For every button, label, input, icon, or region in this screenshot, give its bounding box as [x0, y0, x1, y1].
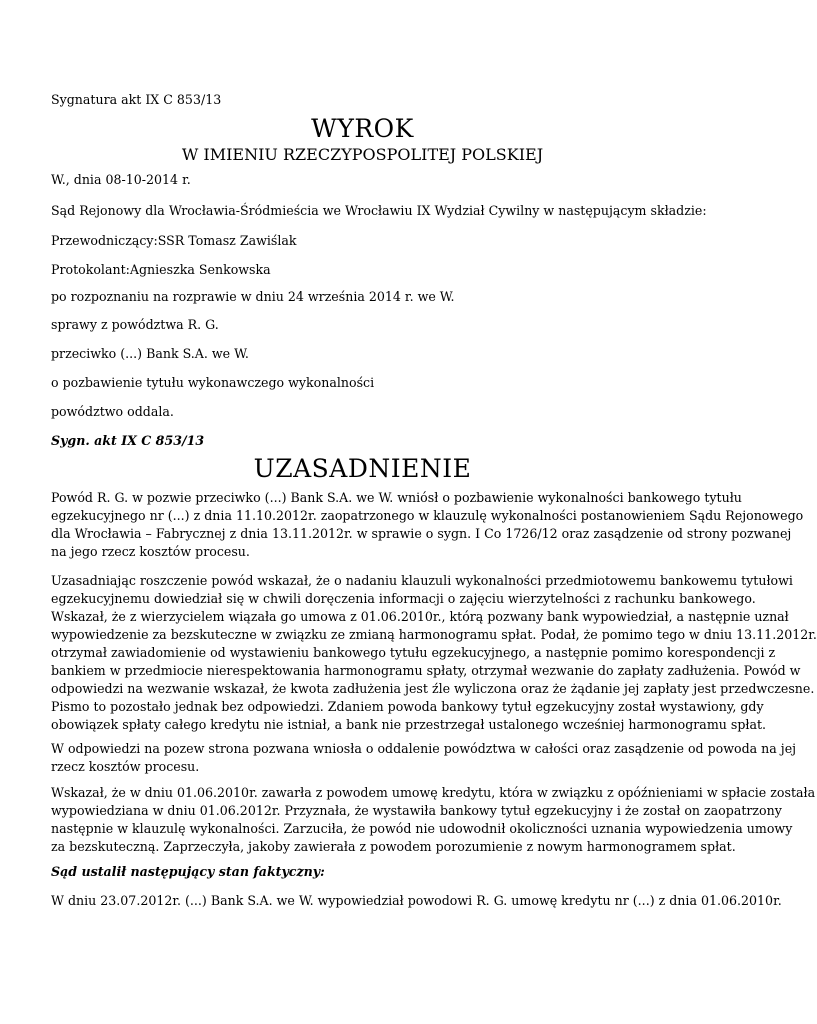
page-subtitle: W IMIENIU RZECZYPOSPOLITEJ POLSKIEJ	[181, 145, 544, 164]
chair-line: Przewodniczący:SSR Tomasz Zawiślak	[51, 233, 297, 248]
date-line: W., dnia 08-10-2014 r.	[51, 172, 191, 187]
paragraph-1	[51, 489, 804, 561]
court-line: Sąd Rejonowy dla Wrocławia-Śródmieścia we Wrocławiu IX Wydział Cywilny w następującym składzie:	[51, 203, 707, 218]
facts-heading: Sąd ustalił następujący stan faktyczny:	[51, 864, 325, 879]
case-signature: Sygnatura akt IX C 853/13	[51, 92, 222, 107]
paragraph-line: obowiązek spłaty całego kredytu nie istniał, a bank nie przestrzegał ustalonego wcześniej harmonogramu spłat.	[51, 717, 767, 732]
ruling-line: powództwo oddala.	[51, 404, 174, 419]
page-title: WYROK	[311, 114, 414, 143]
paragraph-line: Wskazał, że w dniu 01.06.2010r. zawarła z powodem umowę kredytu, która w związku z opóźnieniami w spłacie została	[51, 785, 816, 800]
paragraph-line: bankiem w przedmiocie nierespektowania harmonogramu spłaty, otrzymał wezwanie do zapłaty zadłużenia. Powód w	[51, 663, 801, 678]
paragraph-line: Wskazał, że z wierzycielem wiązała go umowa z 01.06.2010r., którą pozwany bank wypowiedział, a następnie uznał	[51, 609, 789, 624]
paragraph-line: Pismo to pozostało jednak bez odpowiedzi. Zdaniem powoda bankowy tytuł egzekucyjny został wystawiony, gdy	[51, 699, 764, 714]
paragraph-line: następnie w klauzulę wykonalności. Zarzuciła, że powód nie udowodnił okoliczności uznania wypowiedzenia umowy	[51, 821, 793, 836]
paragraph-line: otrzymał zawiadomienie od wystawieniu bankowego tytułu egzekucyjnego, a następnie pomimo korespondencji z	[51, 645, 776, 660]
paragraph-3	[51, 740, 797, 776]
paragraph-line: Uzasadniając roszczenie powód wskazał, że o nadaniu klauzuli wykonalności przedmiotowemu bankowemu tytułowi	[51, 573, 793, 588]
paragraph-5: W dniu 23.07.2012r. (...) Bank S.A. we W. wypowiedział powodowi R. G. umowę kredytu nr (...) z dnia 01.06.2010r.	[51, 893, 782, 908]
paragraph-line: wypowiedzenie za bezskuteczne w związku ze zmianą harmonogramu spłat. Podał, że pomimo tego w dniu 13.11.2012r.	[51, 627, 817, 642]
paragraph-line: wypowiedziana w dniu 01.06.2012r. Przyznała, że wystawiła bankowy tytuł egzekucyjny i że został on zaopatrzony	[51, 803, 782, 818]
paragraph-line: odpowiedzi na wezwanie wskazał, że kwota zadłużenia jest źle wyliczona oraz że żądanie jej zapłaty jest przedwczesne.	[51, 681, 815, 696]
justification-title: UZASADNIENIE	[253, 454, 472, 483]
case-line: sprawy z powództwa R. G.	[51, 317, 219, 332]
justification-signature: Sygn. akt IX C 853/13	[51, 433, 205, 448]
paragraph-line: egzekucyjnego nr (...) z dnia 11.10.2012r. zaopatrzonego w klauzulę wykonalności postanowieniem Sądu Rejonowego	[51, 508, 804, 523]
hearing-line: po rozpoznaniu na rozprawie w dniu 24 września 2014 r. we W.	[51, 289, 455, 304]
paragraph-line: dla Wrocławia – Fabrycznej z dnia 13.11.2012r. w sprawie o sygn. I Co 1726/12 oraz zasądzenie od strony pozwanej	[51, 526, 792, 541]
paragraph-line: na jego rzecz kosztów procesu.	[51, 544, 250, 559]
paragraph-2	[51, 572, 817, 734]
clerk-line: Protokolant:Agnieszka Senkowska	[51, 262, 271, 277]
paragraph-line: rzecz kosztów procesu.	[51, 759, 200, 774]
paragraph-4	[51, 784, 816, 856]
paragraph-line: W odpowiedzi na pozew strona pozwana wniosła o oddalenie powództwa w całości oraz zasądzenie od powoda na jej	[51, 741, 797, 756]
paragraph-line: egzekucyjnemu dowiedział się w chwili doręczenia informacji o zajęciu wierzytelności z rachunku bankowego.	[51, 591, 756, 606]
against-line: przeciwko (...) Bank S.A. we W.	[51, 346, 249, 361]
paragraph-line: za bezskuteczną. Zaprzeczyła, jakoby zawierała z powodem porozumienie z nowym harmonogramem spłat.	[51, 839, 736, 854]
paragraph-line: Powód R. G. w pozwie przeciwko (...) Bank S.A. we W. wniósł o pozbawienie wykonalności bankowego tytułu	[51, 490, 742, 505]
subject-line: o pozbawienie tytułu wykonawczego wykonalności	[51, 375, 375, 390]
